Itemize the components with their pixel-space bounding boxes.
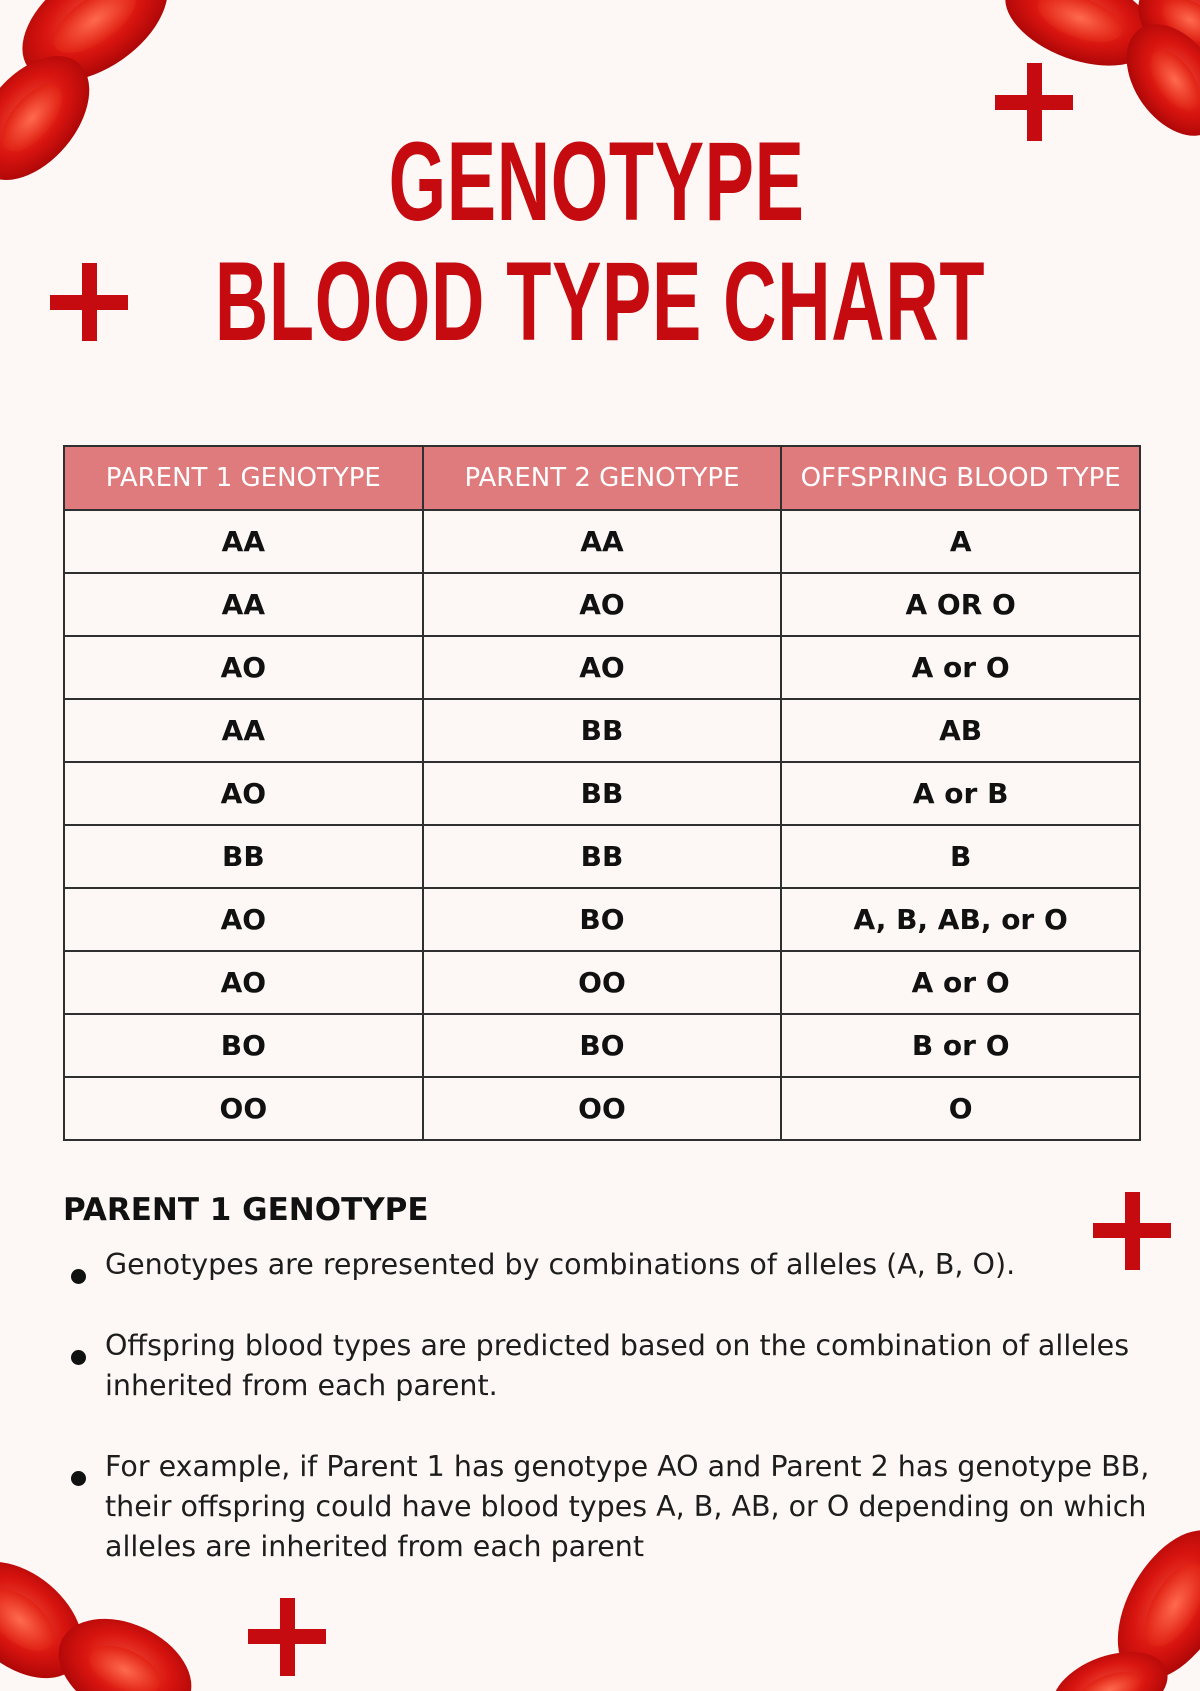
table-cell: AO xyxy=(64,762,423,825)
table-cell: A xyxy=(781,510,1140,573)
table-row xyxy=(64,636,1140,699)
table-row xyxy=(64,699,1140,762)
table-cell: AO xyxy=(64,951,423,1014)
column-header-parent-1: PARENT 1 GENOTYPE xyxy=(64,446,423,510)
table-cell: OO xyxy=(64,1077,423,1140)
table-row xyxy=(64,1014,1140,1077)
table-cell: AA xyxy=(423,510,782,573)
table-cell: O xyxy=(781,1077,1140,1140)
table-cell: BO xyxy=(423,1014,782,1077)
table-row xyxy=(64,825,1140,888)
note-text: For example, if Parent 1 has genotype AO and Parent 2 has genotype BB, their offspring could have blood types A, B, AB, or O depending on which alleles are inherited from each parent xyxy=(105,1450,1150,1563)
table-row xyxy=(64,951,1140,1014)
table-cell: AO xyxy=(423,573,782,636)
table-cell: BO xyxy=(64,1014,423,1077)
table-cell: AB xyxy=(781,699,1140,762)
genotype-table xyxy=(63,445,1141,1141)
table-cell: BB xyxy=(64,825,423,888)
table-cell: BB xyxy=(423,762,782,825)
table-cell: A OR O xyxy=(781,573,1140,636)
note-text: Offspring blood types are predicted based on the combination of alleles inherited from each parent. xyxy=(105,1329,1130,1402)
table-cell: B xyxy=(781,825,1140,888)
table-cell: AA xyxy=(64,573,423,636)
notes-list xyxy=(63,1245,1173,1608)
table-cell: A or O xyxy=(781,636,1140,699)
page-title-line-2: BLOOD TYPE CHART xyxy=(214,239,986,364)
table-cell: A or O xyxy=(781,951,1140,1014)
notes-heading: PARENT 1 GENOTYPE xyxy=(63,1192,429,1228)
table-cell: AA xyxy=(64,699,423,762)
table-cell: A or B xyxy=(781,762,1140,825)
plus-icon xyxy=(995,63,1073,141)
table-cell: B or O xyxy=(781,1014,1140,1077)
table-row xyxy=(64,510,1140,573)
table-cell: AO xyxy=(64,888,423,951)
table-cell: OO xyxy=(423,951,782,1014)
column-header-parent-2: PARENT 2 GENOTYPE xyxy=(423,446,782,510)
table-row xyxy=(64,1077,1140,1140)
list-item xyxy=(63,1447,1173,1567)
list-item xyxy=(63,1245,1173,1285)
table-cell: BO xyxy=(423,888,782,951)
table-cell: OO xyxy=(423,1077,782,1140)
plus-icon xyxy=(248,1598,326,1676)
column-header-offspring: OFFSPRING BLOOD TYPE xyxy=(781,446,1140,510)
table-cell: BB xyxy=(423,699,782,762)
page-title-line-1: GENOTYPE xyxy=(388,119,805,244)
table-cell: AO xyxy=(423,636,782,699)
list-item xyxy=(63,1326,1173,1406)
plus-icon xyxy=(50,263,128,341)
table-cell: A, B, AB, or O xyxy=(781,888,1140,951)
bullet-icon xyxy=(71,1269,86,1284)
table-cell: BB xyxy=(423,825,782,888)
table-cell: AO xyxy=(64,636,423,699)
table-row xyxy=(64,762,1140,825)
bullet-icon xyxy=(71,1350,86,1365)
note-text: Genotypes are represented by combinations of alleles (A, B, O). xyxy=(105,1248,1016,1281)
table-header-row xyxy=(64,446,1140,510)
table-cell: AA xyxy=(64,510,423,573)
table-row xyxy=(64,888,1140,951)
bullet-icon xyxy=(71,1471,86,1486)
table-row xyxy=(64,573,1140,636)
